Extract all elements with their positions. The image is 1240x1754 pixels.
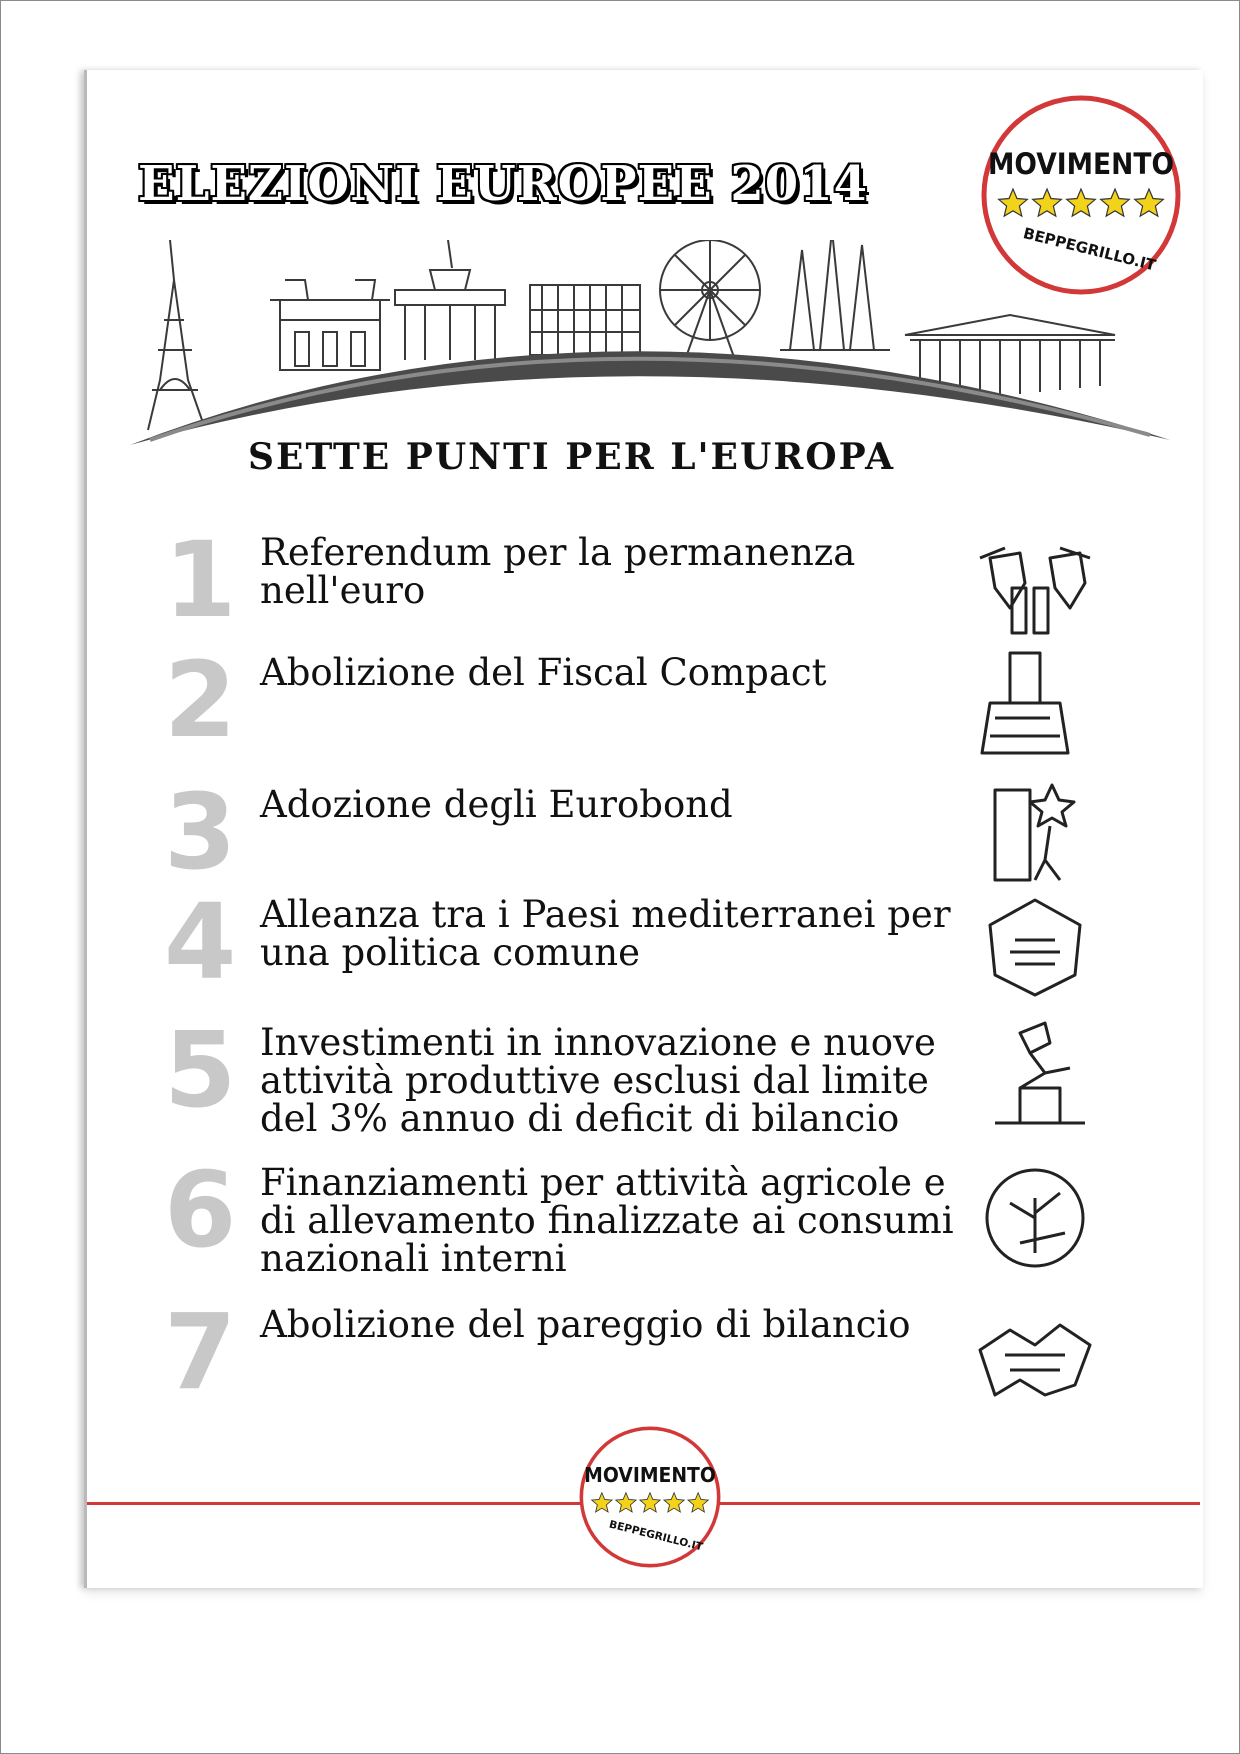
logo-top-bottom-text: BEPPEGRILLO.IT	[1021, 224, 1158, 275]
point-text-line: di allevamento finalizzate ai consumi	[260, 1199, 954, 1242]
point-text	[260, 1303, 980, 1346]
point-text-line: nazionali interni	[260, 1237, 567, 1280]
point-number: 4	[164, 881, 237, 1003]
point-text-line: Investimenti in innovazione e nuove	[260, 1021, 936, 1064]
sagrada-familia-icon	[780, 240, 890, 350]
point-text	[260, 1161, 980, 1280]
point-text	[260, 783, 980, 826]
point-text	[260, 651, 980, 694]
eurobond-icon	[950, 780, 1120, 890]
logo-bottom-text: MOVIMENTO	[584, 1463, 716, 1488]
colosseum-icon	[530, 285, 640, 355]
point-text	[260, 531, 980, 612]
arch-building-icon	[270, 280, 390, 370]
poster-subtitle: SETTE PUNTI PER L'EUROPA	[248, 436, 896, 478]
point-text-line: Abolizione del pareggio di bilancio	[260, 1303, 911, 1346]
point-text-line: Finanziamenti per attività agricole e	[260, 1161, 946, 1204]
point-text-line: Abolizione del Fiscal Compact	[260, 651, 827, 694]
ferris-wheel-icon	[660, 240, 760, 360]
balanced-budget-icon	[950, 1300, 1120, 1410]
point-number: 5	[164, 1009, 237, 1131]
fiscal-compact-icon	[950, 648, 1120, 758]
point-number: 7	[164, 1291, 237, 1413]
point-text	[260, 893, 980, 974]
point-number: 6	[164, 1149, 237, 1271]
point-text-line: Adozione degli Eurobond	[260, 783, 733, 826]
point-number: 1	[164, 519, 237, 641]
logo-bottom-bottom-text: BEPPEGRILLO.IT	[607, 1517, 705, 1554]
point-number: 2	[164, 639, 237, 761]
point-text-line: attività produttive esclusi dal limite	[260, 1059, 929, 1102]
point-text-line: Referendum per la permanenza	[260, 531, 856, 574]
euro-referendum-icon	[950, 528, 1120, 638]
point-number: 3	[164, 771, 237, 893]
point-text	[260, 1021, 980, 1140]
movimento-logo-bottom	[570, 1422, 730, 1572]
point-text-line: Alleanza tra i Paesi mediterranei per	[260, 893, 951, 936]
point-text-line: del 3% annuo di deficit di bilancio	[260, 1097, 900, 1140]
mediterranean-alliance-icon	[950, 890, 1120, 1000]
investment-icon	[950, 1018, 1120, 1128]
point-text-line: nell'euro	[260, 569, 426, 612]
eiffel-tower-icon	[148, 240, 202, 430]
poster-title: ELEZIONI EUROPEE 2014	[138, 156, 868, 212]
logo-top-text: MOVIMENTO	[988, 147, 1174, 181]
agriculture-icon	[950, 1158, 1120, 1268]
point-text-line: una politica comune	[260, 931, 640, 974]
brandenburg-gate-icon	[395, 240, 505, 360]
